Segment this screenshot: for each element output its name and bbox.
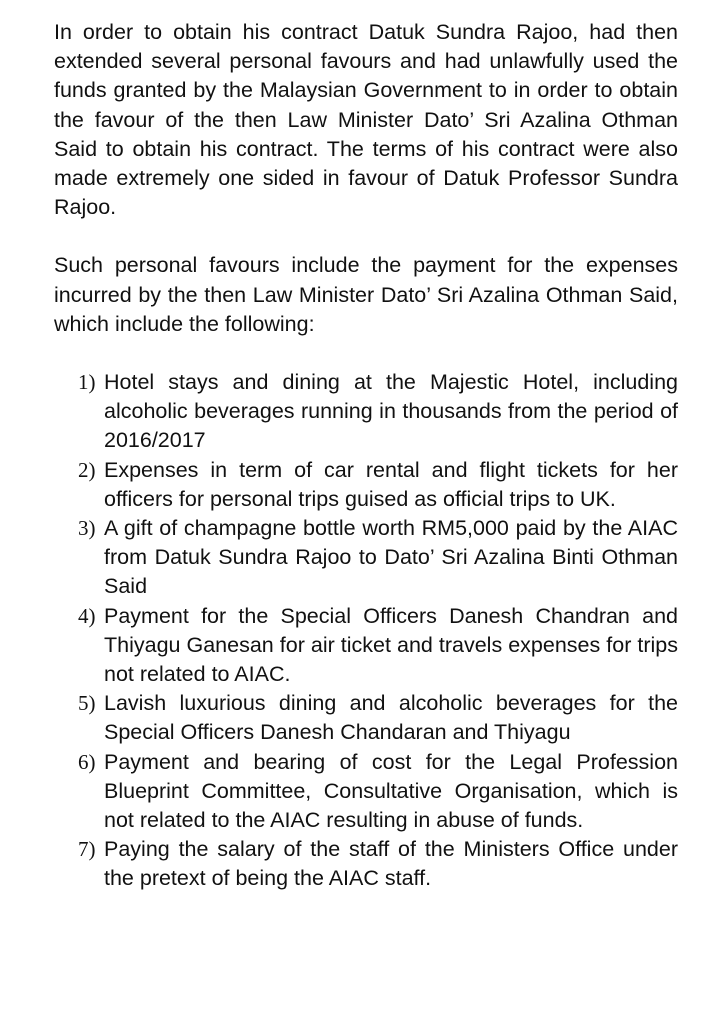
list-item — [78, 748, 678, 836]
document-page — [54, 18, 678, 894]
list-item-number: 3) — [78, 516, 96, 541]
list-item-text: Lavish luxurious dining and alcoholic beverages for the Special Officers Danesh Chandaran and Thiyagu — [104, 691, 678, 745]
list-item-number: 1) — [78, 370, 96, 395]
list-item-text: Payment and bearing of cost for the Legal Profession Blueprint Committee, Consultative Organisation, which is not related to the AIAC resulting in abuse of funds. — [104, 749, 678, 833]
list-item-number: 5) — [78, 691, 96, 716]
list-item — [78, 456, 678, 514]
list-item-text: Hotel stays and dining at the Majestic Hotel, including alcoholic beverages running in thousands from the period of 2016/2017 — [104, 370, 678, 453]
list-item — [78, 368, 678, 456]
list-item-text: Paying the salary of the staff of the Ministers Office under the pretext of being the AIAC staff. — [104, 837, 678, 891]
list-item-number: 7) — [78, 837, 96, 862]
paragraph-contract: In order to obtain his contract Datuk Sundra Rajoo, had then extended several personal favours and had unlawfully used the funds granted by the Malaysian Government to in order to obtain the favour of the then Law Minister Dato’ Sri Azalina Othman Said to obtain his contract. The terms of his contract were also made extremely one sided in favour of Datuk Professor Sundra Rajoo. — [54, 20, 678, 220]
list-item — [78, 514, 678, 602]
list-item-text: Payment for the Special Officers Danesh Chandran and Thiyagu Ganesan for air ticket and travels expenses for trips not related to AIAC. — [104, 603, 678, 687]
list-item — [78, 602, 678, 690]
list-item — [78, 689, 678, 747]
list-item — [78, 835, 678, 893]
list-item-number: 4) — [78, 603, 96, 628]
list-item-text: A gift of champagne bottle worth RM5,000 paid by the AIAC from Datuk Sundra Rajoo to Dato’ Sri Azalina Binti Othman Said — [104, 516, 678, 599]
list-item-number: 2) — [78, 457, 96, 482]
list-item-number: 6) — [78, 749, 96, 774]
list-item-text: Expenses in term of car rental and flight tickets for her officers for personal trips guised as official trips to UK. — [104, 457, 678, 511]
paragraph-favours: Such personal favours include the payment for the expenses incurred by the then Law Minister Dato’ Sri Azalina Othman Said, which include the following: — [54, 253, 678, 336]
expense-list — [54, 368, 678, 894]
